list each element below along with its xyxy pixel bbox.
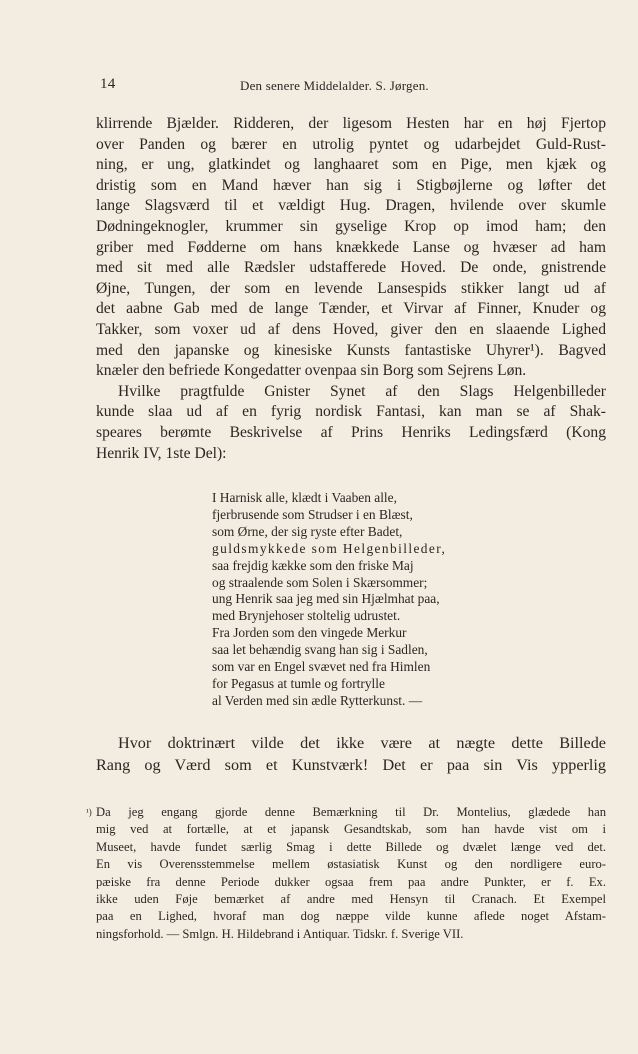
poem-line: I Harnisk alle, klædt i Vaaben alle, xyxy=(212,490,397,505)
footnote-line: ningsforhold. — Smlgn. H. Hildebrand i Antiquar. Tidskr. f. Sverige VII. xyxy=(96,926,464,941)
paragraph-dragon xyxy=(96,114,606,382)
poem-line: saa frejdig kække som den friske Maj xyxy=(212,557,414,573)
footnote-line: pæiske fra denne Periode dukker ogsaa frem paa andre Punkter, er f. Ex. xyxy=(96,874,606,889)
poem-line: fjerbrusende som Strudser i en Blæst, xyxy=(212,506,413,522)
text-line: med den japanske og kinesiske Kunsts fantastiske Uhyrer¹). Bagved xyxy=(96,341,606,359)
text-line: det aabne Gab med de lange Tænder, et Virvar af Finner, Knuder og xyxy=(96,300,606,318)
running-header xyxy=(100,76,600,96)
paragraph-shakespeare xyxy=(96,382,606,464)
text-line: Henrik IV, 1ste Del): xyxy=(96,444,227,462)
text-line: klirrende Bjælder. Ridderen, der ligesom Hesten har en høj Fjertop xyxy=(96,115,606,132)
poem-line: med Brynjehoser stoltelig udrustet. xyxy=(212,608,401,624)
text-line: Rang og Værd som et Kunstværk! Det er paa sin Vis ypperlig xyxy=(96,756,606,774)
poem-line: saa let behændig svang han sig i Sadlen, xyxy=(212,642,428,658)
poem-line: al Verden med sin ædle Rytterkunst. — xyxy=(212,692,423,708)
text-line: Dødningeknogler, krummer sin gyselige Krop op imod ham; den xyxy=(96,217,606,235)
text-line: dristig som en Mand hæver han sig i Stigbøjlerne og løfter det xyxy=(96,176,606,194)
main-text xyxy=(96,114,606,464)
poem-line: ung Henrik saa jeg med sin Hjælmhat paa, xyxy=(212,591,440,607)
text-line: ning, er ung, glatkindet og langhaaret som en Pige, men kjæk og xyxy=(96,156,606,174)
text-line: Øjne, Tungen, der som en levende Lansespids stikker langt ud af xyxy=(96,279,606,297)
text-line: over Panden og bærer en utrolig pyntet og udarbejdet Guld-Rust- xyxy=(96,135,606,153)
poem-line: Fra Jorden som den vingede Merkur xyxy=(212,625,407,641)
footnote-line: Museet, havde fundet særlig Smag i dette Billede og dvælet længe ved det. xyxy=(96,839,606,854)
poem-line: som var en Engel svævet ned fra Himlen xyxy=(212,659,431,675)
footnote xyxy=(86,804,606,943)
poem-line: guldsmykkede som Helgenbilleder, xyxy=(212,540,447,556)
text-line: speares berømte Beskrivelse af Prins Henriks Ledingsfærd (Kong xyxy=(96,423,606,441)
footnote-line: Da jeg engang gjorde denne Bemærkning til Dr. Montelius, glædede han xyxy=(96,805,606,819)
text-line: Hvilke pragtfulde Gnister Synet af den Slags Helgenbilleder xyxy=(118,382,606,400)
footnote-line: ikke uden Føje bemærket af andre med Hensyn til Cranach. Et Exempel xyxy=(96,892,606,907)
text-line: griber med Fødderne om hans knækkede Lanse og hvæser ad ham xyxy=(96,238,606,256)
page-number: 14 xyxy=(100,76,116,92)
running-title: Den senere Middelalder. S. Jørgen. xyxy=(240,78,429,93)
footnote-line: paa en Lighed, hvoraf man dog næppe vilde kunne aflede noget Afstam- xyxy=(96,909,606,924)
poem-line: som Ørne, der sig ryste efter Badet, xyxy=(212,523,403,539)
footnote-line: En vis Overensstemmelse mellem østasiatisk Kunst og den nordligere euro- xyxy=(96,857,606,872)
text-line: knæler den befriede Kongedatter ovenpaa sin Borg som Sejrens Løn. xyxy=(96,362,527,380)
text-line: Hvor doktrinært vilde det ikke være at nægte dette Billede xyxy=(118,734,606,752)
poem-quotation xyxy=(212,490,512,710)
text-line: lange Slagsværd til et vældigt Hug. Dragen, hvilende over skumle xyxy=(96,197,606,215)
text-line: kunde slaa ud af en fyrig nordisk Fantasi, kan man se af Shak- xyxy=(96,403,606,421)
text-line: med sit med alle Rædsler udstafferede Hoved. De onde, gnistrende xyxy=(96,259,606,277)
paragraph-doctrinaire xyxy=(96,732,606,776)
text-line: Takker, som voxer ud af dens Hoved, giver den en slaaende Lighed xyxy=(96,320,606,338)
footnote-line: mig ved at fortælle, at et japansk Gesandtskab, som han havde vist om i xyxy=(96,822,606,837)
poem-line: og straalende som Solen i Skærsommer; xyxy=(212,574,428,590)
poem-line: for Pegasus at tumle og fortrylle xyxy=(212,675,385,691)
footnote-marker: ¹) xyxy=(86,807,92,817)
